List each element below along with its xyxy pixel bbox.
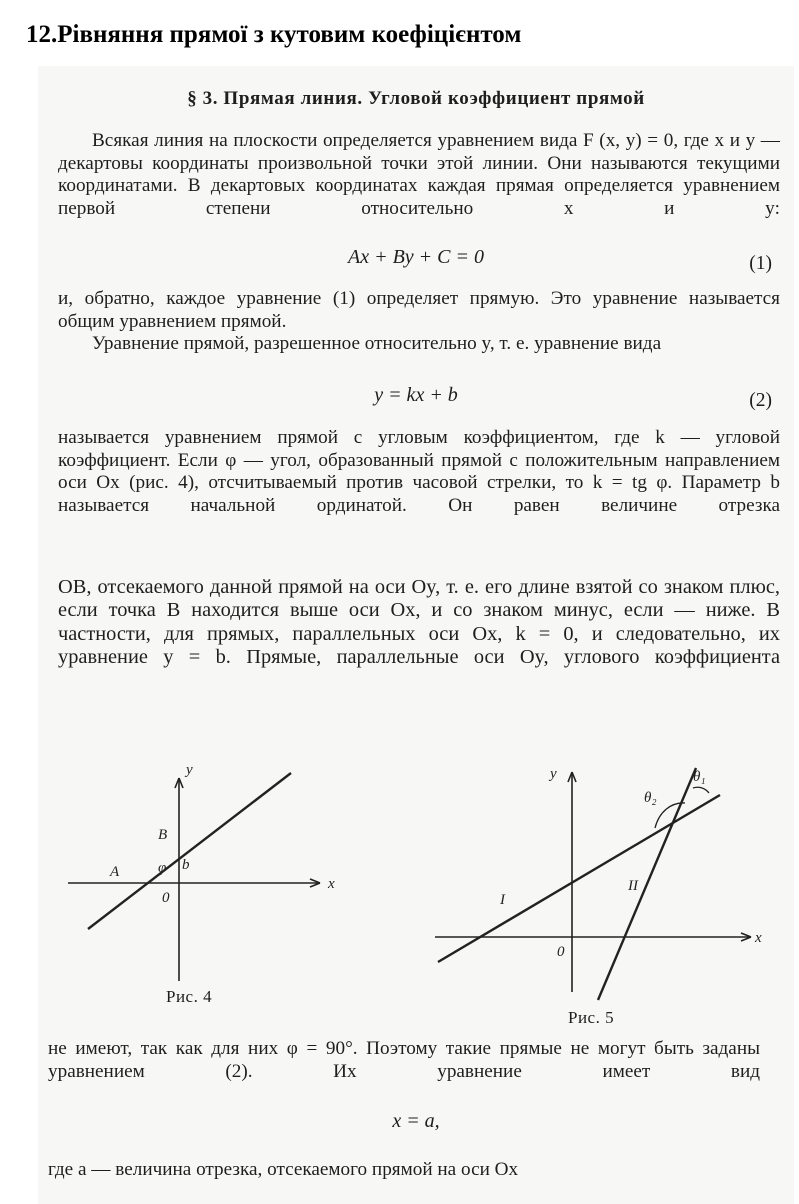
fig5-label-y: y bbox=[550, 766, 557, 782]
fig5-label-I: I bbox=[500, 892, 505, 908]
formula-3: x = a, bbox=[392, 1110, 440, 1132]
formula-1-number: (1) bbox=[749, 253, 772, 274]
paragraph-5: OB, отсекаемого данной прямой на оси Oy, т. е. его длине взятой со знаком плюс, если точка B находится выше оси Ox, и со знаком минус, если — ниже. В частности, для прямых, параллельных оси Ox, k = 0, и следовательно, их уравнение y = b. Прямые, параллельные оси Oy, углового коэффициента bbox=[58, 576, 780, 668]
formula-1: Ax + By + C = 0 bbox=[347, 246, 484, 268]
fig4-label-A: A bbox=[110, 864, 120, 880]
paragraph-3: Уравнение прямой, разрешенное относительно y, т. е. уравнение вида bbox=[92, 333, 662, 354]
fig4-label-O: 0 bbox=[162, 890, 170, 906]
formula-2: y = kx + b bbox=[374, 384, 458, 406]
paragraph-1: Всякая линия на плоскости определяется уравнением вида F (x, y) = 0, где x и y — декартовы координаты произвольной точки этой линии. Они называются текущими координатами. В декартовых координатах каждая прямая определяется уравнением первой степени относительно x и y: bbox=[58, 130, 780, 219]
scanned-page bbox=[38, 66, 794, 1204]
fig4-label-b: b bbox=[182, 857, 190, 873]
fig4-label-phi: φ bbox=[158, 860, 167, 876]
figure-4-caption: Рис. 4 bbox=[166, 987, 213, 1006]
fig4-label-x: x bbox=[328, 876, 335, 892]
figure-5-caption: Рис. 5 bbox=[568, 1008, 615, 1027]
fig5-label-x: x bbox=[755, 930, 762, 946]
figure-5-diagram bbox=[423, 760, 763, 1010]
fig5-label-O: 0 bbox=[557, 944, 565, 960]
paragraph-4: называется уравнением прямой с угловым коэффициентом, где k — угловой коэффициент. Если φ — угол, образованный прямой с положительным направлением оси Ox (рис. 4), отсчитываемый против часовой стрелки, то k = tg φ. Параметр b называется начальной ординатой. Он равен величине отрезка bbox=[58, 427, 780, 516]
formula-2-number: (2) bbox=[749, 390, 772, 411]
page-heading: 12.Рівняння прямої з кутовим коефіцієнтом bbox=[26, 21, 522, 48]
fig5-label-theta1: θ₁ bbox=[693, 769, 706, 785]
fig5-arc-theta1 bbox=[693, 787, 709, 793]
fig4-label-B: B bbox=[158, 827, 168, 843]
paragraph-2: и, обратно, каждое уравнение (1) определяет прямую. Это уравнение называется общим уравнением прямой. bbox=[58, 288, 780, 332]
fig5-label-theta2: θ₂ bbox=[644, 790, 657, 806]
paragraph-7: где a — величина отрезка, отсекаемого прямой на оси Ox bbox=[48, 1159, 519, 1180]
fig4-line bbox=[88, 773, 291, 929]
fig4-label-y: y bbox=[186, 762, 193, 778]
paragraph-6: не имеют, так как для них φ = 90°. Поэтому такие прямые не могут быть заданы уравнением (2). Их уравнение имеет вид bbox=[48, 1038, 760, 1082]
fig5-label-II: II bbox=[628, 878, 638, 894]
section-title: § 3. Прямая линия. Угловой коэффициент прямой bbox=[187, 88, 645, 109]
figure-4-diagram bbox=[58, 756, 358, 986]
cut-off-line-container bbox=[38, 1159, 794, 1204]
